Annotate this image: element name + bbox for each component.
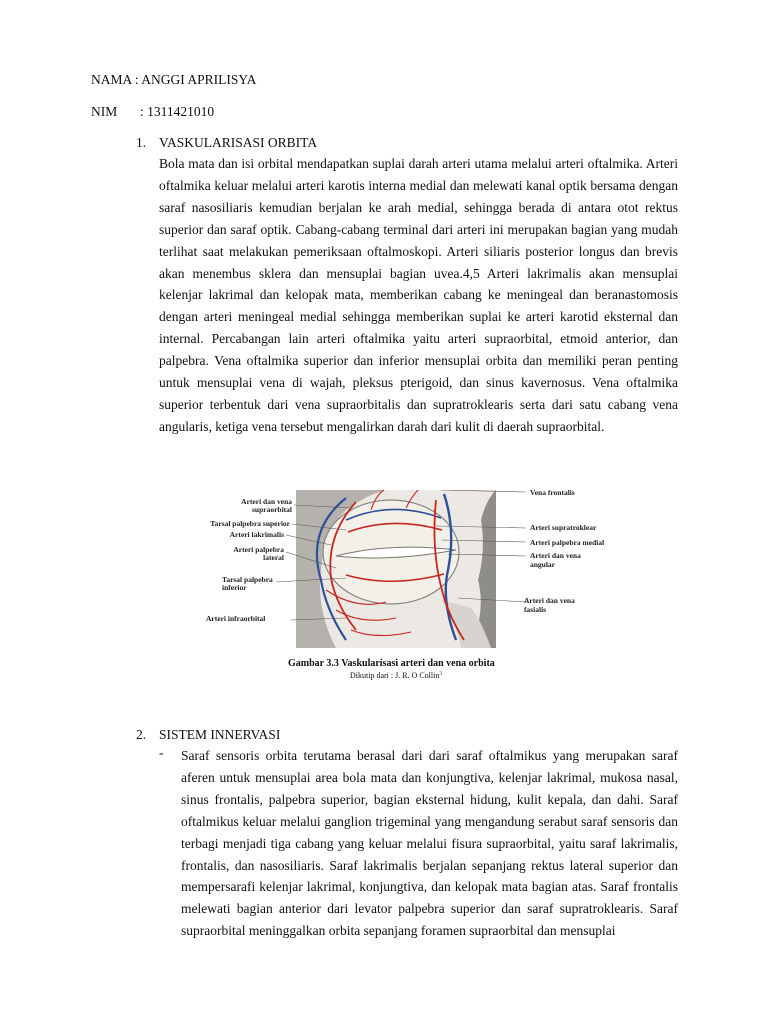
- label-infraorbital-artery: Arteri infraorbital: [206, 614, 266, 623]
- section-2-number: 2.: [136, 727, 147, 742]
- label-palpebra-medial: Arteri palpebra medial: [530, 538, 605, 547]
- figure-caption: Gambar 3.3 Vaskularisasi arteri dan vena orbita: [288, 658, 495, 669]
- label-angular-b: angular: [530, 560, 556, 569]
- label-lacrimal-artery: Arteri lakrimalis: [229, 530, 284, 539]
- label-angular-a: Arteri dan vena: [530, 551, 581, 560]
- label-frontal-vein: Vena frontalis: [530, 490, 575, 497]
- nim-value: : 1311421010: [140, 104, 215, 119]
- label-supraorbital-a: Arteri dan vena: [241, 497, 292, 506]
- figure-source-superscript: 3: [439, 671, 443, 677]
- section-1-paragraph: Bola mata dan isi orbital mendapatkan suplai darah arteri utama melalui arteri oftalmika. Arteri oftalmika keluar melalui arteri karotis interna medial dan melewati kanal optik bersama dengan saraf nasosiliaris kemudian berjalan ke arah medial, sehingga berada di antara otot rektus superior dan saraf optik. Cabang-cabang terminal dari arteri ini merupakan bagian yang mudah terlihat saat melakukan pemeriksaan oftalmoskopi. Arteri siliaris posterior longus dan brevis akan menembus sklera dan mensuplai bagian uvea.4,5 Arteri lakrimalis akan mensuplai kelenjar lakrimal dan kelopak mata, memberikan cabang ke meningeal dan beranastomosis dengan arteri meningeal medial sehingga memberikan suplai ke arteri karotid eksternal dan internal. Percabangan lain arteri oftalmika yaitu arteri supraorbital, etmoid anterior, dan palpebra. Vena oftalmika superior dan inferior mensuplai orbita dan memiliki peran penting untuk mensuplai vena di wajah, pleksus pterigoid, dan sinus kavernosus. Vena oftalmika superior terbentuk dari vena supraorbitalis dan supratroklearis serta dari satu cabang vena angularis, ketiga vena tersebut mengalirkan darah dari kulit di daerah supraorbital.: [159, 156, 678, 434]
- section-2-body: [181, 745, 678, 942]
- section-1-title: VASKULARISASI ORBITA: [159, 135, 318, 150]
- label-facial-b: fasialis: [524, 605, 547, 614]
- orbital-vascular-figure: [186, 490, 626, 680]
- section-2-bullet: -: [159, 745, 164, 760]
- label-supraorbital-b: supraorbital: [251, 505, 292, 514]
- label-tarsal-superior: Tarsal palpebra superior: [210, 519, 290, 528]
- figure-source-text: Dikutip dari : J. R. O Collin: [350, 671, 440, 680]
- orbit-illustration: [186, 490, 626, 680]
- section-1-body: [159, 153, 678, 438]
- label-tarsal-inferior-b: inferior: [222, 583, 247, 592]
- label-palpebra-lateral-a: Arteri palpebra: [233, 545, 284, 554]
- figure-source: [350, 671, 442, 680]
- label-facial-a: Arteri dan vena: [524, 596, 575, 605]
- label-tarsal-inferior-a: Tarsal palpebra: [222, 575, 273, 584]
- label-palpebra-lateral-b: lateral: [263, 553, 284, 562]
- section-2-title: SISTEM INNERVASI: [159, 727, 281, 742]
- student-name: NAMA : ANGGI APRILISYA: [91, 72, 257, 87]
- section-2-paragraph: Saraf sensoris orbita terutama berasal dari dari saraf oftalmikus yang merupakan saraf aferen untuk mensuplai area bola mata dan konjungtiva, kelenjar lakrimal, mukosa nasal, sinus frontalis, palpebra superior, bagian eksternal hidung, kulit kepala, dan dahi. Saraf oftalmikus keluar melalui ganglion trigeminal yang mengandung serabut saraf sensoris dan terbagi menjadi tiga cabang yang keluar melalui fisura supraorbital, yaitu saraf lakrimalis, frontalis, dan nasosiliaris. Saraf lakrimalis berjalan sepanjang rektus lateral superior dan mempersarafi kelenjar lakrimal, konjungtiva, dan kelopak mata bagian atas. Saraf frontalis melewati bagian anterior dari levator palpebra superior dan saraf supratroklearis. Saraf supraorbital meninggalkan orbita sepanjang foramen supraorbital dan mensuplai: [181, 748, 678, 939]
- nim-label: NIM: [91, 104, 118, 119]
- section-1-number: 1.: [136, 135, 147, 150]
- label-supratrochlear-artery: Arteri supratroklear: [530, 523, 597, 532]
